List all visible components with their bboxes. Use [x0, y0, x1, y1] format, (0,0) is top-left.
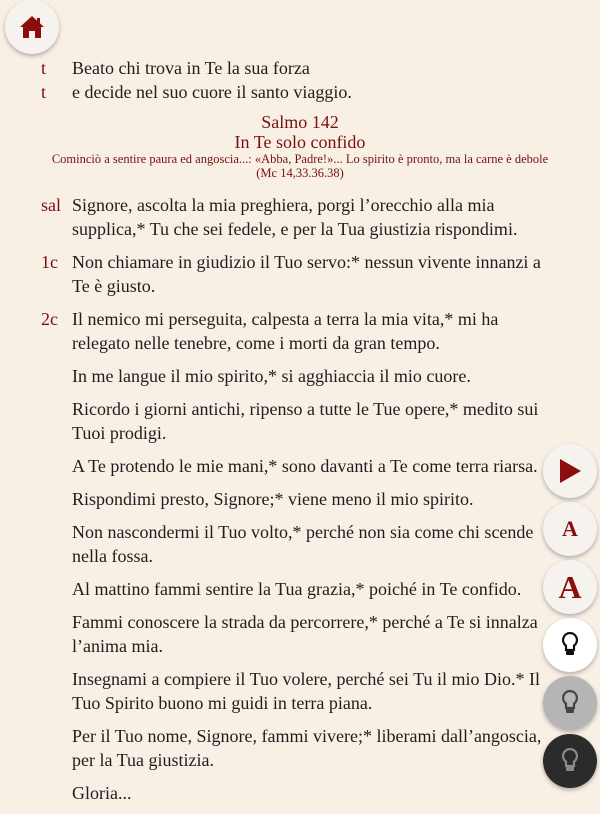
- verse: [0, 610, 600, 658]
- verse-line: Gloria...: [72, 783, 132, 803]
- font-smaller-button[interactable]: [543, 502, 597, 556]
- verse-line: Beato chi trova in Te la sua forza: [72, 58, 310, 78]
- verse: [0, 364, 600, 388]
- verse-text: [72, 250, 600, 298]
- verse-text: [72, 667, 600, 715]
- verse-line: Ricordo i giorni antichi, ripenso a tutte le Tue opere,* medito sui: [72, 399, 539, 419]
- verse-label: [0, 487, 72, 511]
- verse-line: per la Tua giustizia.: [72, 750, 214, 770]
- verse: [0, 667, 600, 715]
- verse-text: [72, 193, 600, 241]
- verse-text: [72, 397, 600, 445]
- play-button[interactable]: [543, 444, 597, 498]
- verse-text: [72, 724, 600, 772]
- verse-text: [72, 307, 600, 355]
- psalm-verses: [0, 193, 600, 805]
- play-icon: [558, 458, 582, 484]
- theme-gray-button[interactable]: [543, 676, 597, 730]
- lightbulb-icon: [560, 689, 580, 717]
- verse-line: nella fossa.: [72, 546, 153, 566]
- theme-dark-button[interactable]: [543, 734, 597, 788]
- verse-label: 2c: [41, 309, 58, 329]
- verse-text: [72, 364, 600, 388]
- verse-text: [72, 80, 600, 104]
- verse: [0, 520, 600, 568]
- verse-line: Il nemico mi perseguita, calpesta a terra la mia vita,* mi ha: [72, 309, 499, 329]
- verse: [0, 397, 600, 445]
- verse-line: relegato nelle tenebre, come i morti da gran tempo.: [72, 333, 440, 353]
- verse-text: [72, 577, 600, 601]
- verse-line: Tuoi prodigi.: [72, 423, 167, 443]
- verse-line: A Te protendo le mie mani,* sono davanti a Te come terra riarsa.: [72, 456, 538, 476]
- verse: [0, 56, 600, 80]
- verse-line: e decide nel suo cuore il santo viaggio.: [72, 82, 352, 102]
- verse-label: [0, 667, 72, 715]
- verse-label: [0, 577, 72, 601]
- verse-text: [72, 781, 600, 805]
- verse-text: [72, 520, 600, 568]
- verse-line: Signore, ascolta la mia preghiera, porgi l’orecchio alla mia: [72, 195, 495, 215]
- verse-text: [72, 487, 600, 511]
- reading-content: [0, 56, 600, 814]
- psalm-epigraph: Cominciò a sentire paura ed angoscia...: «Abba, Padre!»... Lo spirito è pronto, ma la carne è debole (Mc 14,33.36.38): [51, 152, 549, 180]
- verse-text: [72, 56, 600, 80]
- verse: [0, 724, 600, 772]
- home-button[interactable]: [5, 0, 59, 54]
- verse-label: [0, 781, 72, 805]
- verse-line: Non nascondermi il Tuo volto,* perché non sia come chi scende: [72, 522, 534, 542]
- verse-line: Non chiamare in giudizio il Tuo servo:* nessun vivente innanzi a: [72, 252, 541, 272]
- verse-label: [0, 520, 72, 568]
- verse-label: [0, 397, 72, 445]
- verse-line: Insegnami a compiere il Tuo volere, perché sei Tu il mio Dio.* Il: [72, 669, 540, 689]
- intro-verses: [0, 56, 600, 104]
- verse-line: l’anima mia.: [72, 636, 163, 656]
- verse-line: In me langue il mio spirito,* si agghiaccia il mio cuore.: [72, 366, 471, 386]
- verse-label: 1c: [41, 252, 58, 272]
- verse: [0, 781, 600, 805]
- verse-line: Per il Tuo nome, Signore, fammi vivere;* liberami dall’angoscia,: [72, 726, 542, 746]
- verse-label: [0, 454, 72, 478]
- verse: [0, 577, 600, 601]
- verse: [0, 193, 600, 241]
- verse: [0, 454, 600, 478]
- verse-line: Rispondimi presto, Signore;* viene meno il mio spirito.: [72, 489, 474, 509]
- verse-line: Tuo Spirito buono mi guidi in terra piana.: [72, 693, 373, 713]
- verse-line: Te è giusto.: [72, 276, 156, 296]
- verse: [0, 487, 600, 511]
- psalm-number: Salmo 142: [261, 112, 339, 132]
- psalm-heading: [0, 112, 600, 180]
- verse-line: Fammi conoscere la strada da percorrere,* perché a Te si innalza: [72, 612, 538, 632]
- lightbulb-icon: [560, 631, 580, 659]
- verse: [0, 80, 600, 104]
- verse-line: Al mattino fammi sentire la Tua grazia,* poiché in Te confido.: [72, 579, 522, 599]
- font-larger-button[interactable]: [543, 560, 597, 614]
- verse-label: t: [41, 82, 47, 102]
- verse-line: supplica,* Tu che sei fedele, e per la Tua giustizia rispondimi.: [72, 219, 518, 239]
- font-small-label: A: [562, 516, 578, 541]
- verse-label: t: [41, 58, 47, 78]
- font-large-label: A: [558, 568, 582, 605]
- verse-text: [72, 454, 600, 478]
- verse-label: [0, 364, 72, 388]
- verse-text: [72, 610, 600, 658]
- psalm-title: In Te solo confido: [234, 132, 366, 152]
- verse-label: [0, 724, 72, 772]
- theme-light-button[interactable]: [543, 618, 597, 672]
- verse-label: sal: [41, 195, 61, 215]
- lightbulb-icon: [560, 747, 580, 775]
- verse-label: [0, 610, 72, 658]
- verse: [0, 250, 600, 298]
- verse: [0, 307, 600, 355]
- home-icon: [19, 15, 45, 39]
